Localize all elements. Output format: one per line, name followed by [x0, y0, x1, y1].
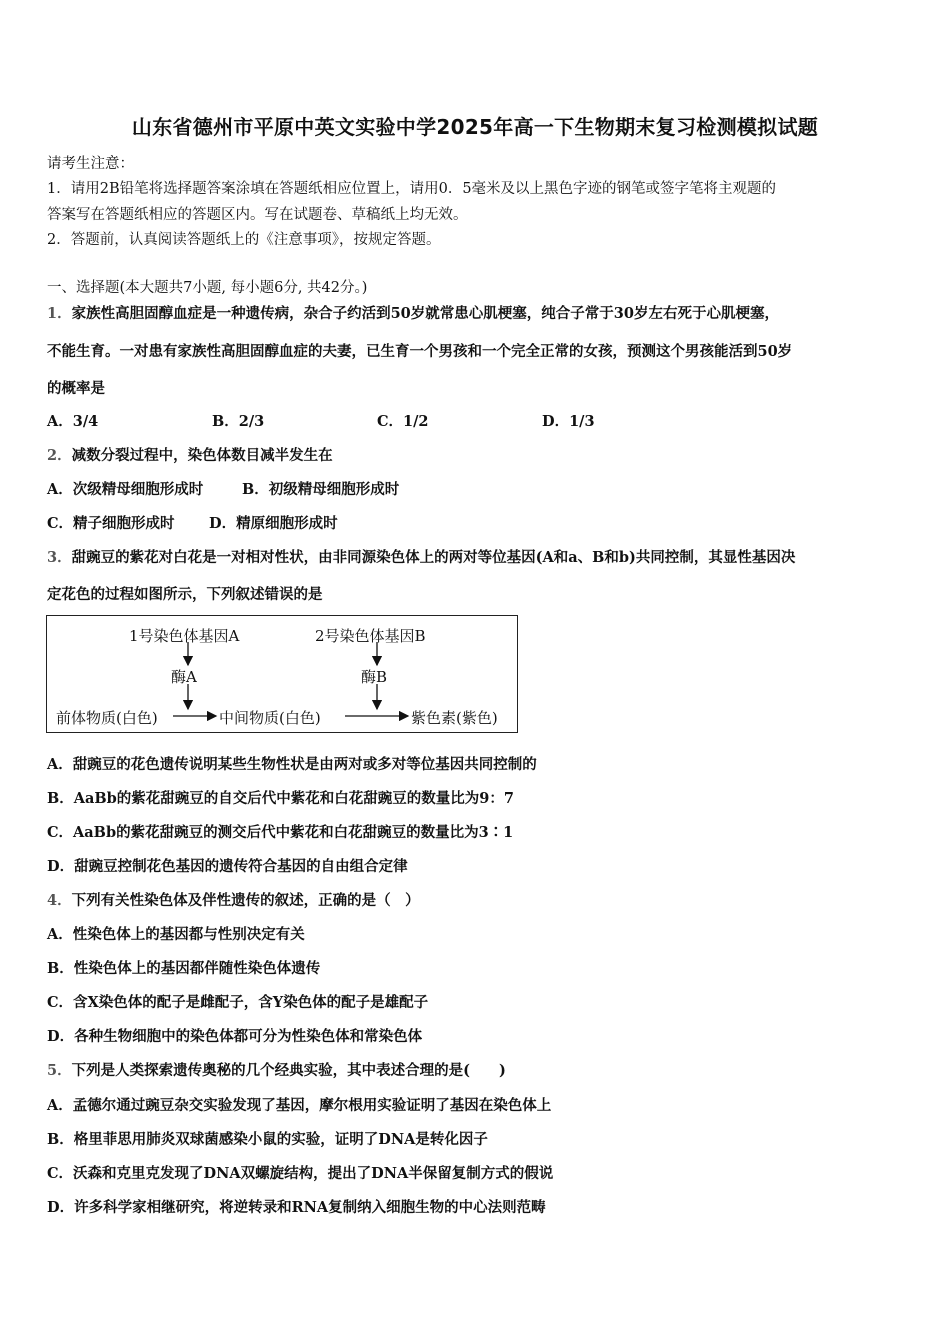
- gene-b-label: 2号染色体基因B: [315, 627, 426, 645]
- q2-option-a: A．次级精母细胞形成时: [47, 481, 204, 498]
- q3-option-a: A．甜豌豆的花色遗传说明某些生物性状是由两对或多对等位基因共同控制的: [47, 756, 537, 773]
- question-1-line-c: 的概率是: [47, 380, 105, 397]
- question-3-number: 3．: [47, 549, 72, 566]
- flower-color-pathway-diagram: [46, 615, 518, 733]
- question-3-line-b: 定花色的过程如图所示，下列叙述错误的是: [47, 586, 323, 603]
- product-label: 紫色素(紫色): [411, 709, 498, 727]
- q3-option-b: B．AaBb的紫花甜豌豆的自交后代中紫花和白花甜豌豆的数量比为9：7: [47, 790, 514, 807]
- question-1-number: 1．: [47, 305, 72, 322]
- q2-option-c: C．精子细胞形成时: [47, 515, 175, 532]
- q5-option-d: D．许多科学家相继研究，将逆转录和RNA复制纳入细胞生物的中心法则范畴: [47, 1199, 546, 1216]
- question-4-number: 4．: [47, 892, 72, 909]
- q1-option-d: D．1/3: [542, 413, 595, 430]
- q4-option-d: D．各种生物细胞中的染色体都可分为性染色体和常染色体: [47, 1028, 423, 1045]
- question-2: 2．减数分裂过程中，染色体数目减半发生在: [47, 447, 333, 464]
- q5-option-a: A．孟德尔通过豌豆杂交实验发现了基因，摩尔根用实验证明了基因在染色体上: [47, 1097, 552, 1114]
- q5-option-c: C．沃森和克里克发现了DNA双螺旋结构，提出了DNA半保留复制方式的假说: [47, 1165, 554, 1182]
- question-4: 4．下列有关性染色体及伴性遗传的叙述，正确的是（ ）: [47, 892, 420, 909]
- q2-option-b: B．初级精母细胞形成时: [242, 481, 400, 498]
- q1-option-c: C．1/2: [377, 413, 429, 430]
- q3-option-c: C．AaBb的紫花甜豌豆的测交后代中紫花和白花甜豌豆的数量比为3∶1: [47, 824, 514, 841]
- gene-a-label: 1号染色体基因A: [129, 627, 240, 645]
- q4-option-a: A．性染色体上的基因都与性别决定有关: [47, 926, 305, 943]
- precursor-label: 前体物质(白色): [56, 709, 158, 727]
- q5-option-b: B．格里菲思用肺炎双球菌感染小鼠的实验，证明了DNA是转化因子: [47, 1131, 488, 1148]
- question-5: 5．下列是人类探索遗传奥秘的几个经典实验，其中表述合理的是( ): [47, 1062, 506, 1079]
- enzyme-b-label: 酶B: [361, 668, 388, 686]
- q2-option-d: D．精原细胞形成时: [209, 515, 338, 532]
- q1-option-a: A．3/4: [47, 413, 99, 430]
- question-3-line-a: 3．甜豌豆的紫花对白花是一对相对性状，由非同源染色体上的两对等位基因(A和a、B和b)共同控制，其显性基因决: [47, 549, 796, 566]
- enzyme-a-label: 酶A: [171, 668, 197, 686]
- question-2-number: 2．: [47, 447, 72, 464]
- question-1-line-a: 1．家族性高胆固醇血症是一种遗传病，杂合子约活到50岁就常患心肌梗塞，纯合子常于30岁左右死于心肌梗塞，: [47, 305, 779, 322]
- q1-option-b: B．2/3: [212, 413, 265, 430]
- notice-line-2: 2．答题前，认真阅读答题纸上的《注意事项》，按规定答题。: [47, 232, 441, 248]
- page-title: 山东省德州市平原中英文实验中学2025年高一下生物期末复习检测模拟试题: [131, 115, 819, 139]
- q3-option-d: D．甜豌豆控制花色基因的遗传符合基因的自由组合定律: [47, 858, 408, 875]
- q4-option-b: B．性染色体上的基因都伴随性染色体遗传: [47, 960, 321, 977]
- q4-option-c: C．含X染色体的配子是雌配子，含Y染色体的配子是雄配子: [47, 994, 429, 1011]
- notice-header: 请考生注意：: [47, 156, 134, 172]
- notice-line-1b: 答案写在答题纸相应的答题区内。写在试题卷、草稿纸上均无效。: [47, 207, 468, 223]
- notice-line-1a: 1．请用2B铅笔将选择题答案涂填在答题纸相应位置上，请用0．5毫米及以上黑色字迹的钢笔或签字笔将主观题的: [47, 181, 777, 197]
- intermediate-label: 中间物质(白色): [219, 709, 321, 727]
- question-5-number: 5．: [47, 1062, 72, 1079]
- question-1-line-b: 不能生育。一对患有家族性高胆固醇血症的夫妻，已生育一个男孩和一个完全正常的女孩，预测这个男孩能活到50岁: [47, 343, 793, 360]
- section-heading: 一、选择题(本大题共7小题, 每小题6分, 共42分。): [47, 280, 368, 296]
